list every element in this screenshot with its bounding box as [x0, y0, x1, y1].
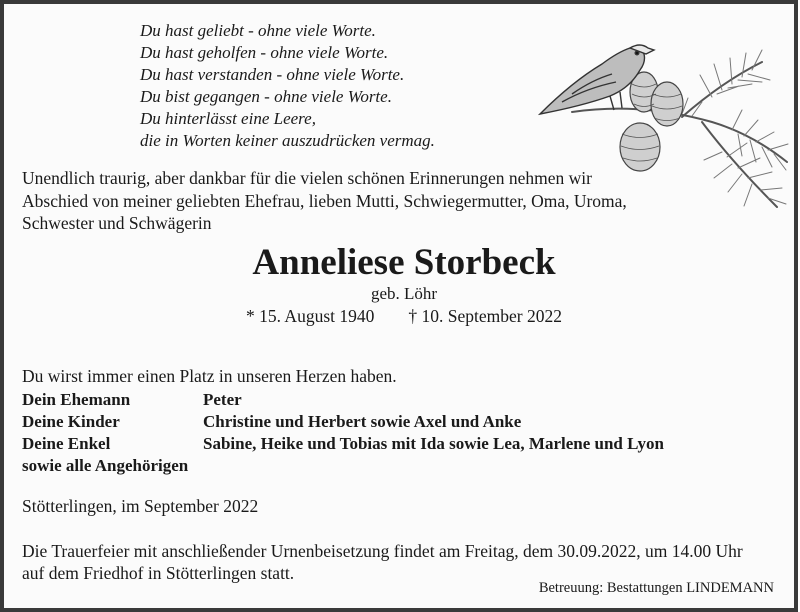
poem-line: Du hast geliebt - ohne viele Worte. — [140, 21, 376, 40]
mourner-names: Peter — [203, 390, 242, 409]
poem-line: Du hinterlässt eine Leere, — [140, 109, 316, 128]
mourner-relation: Deine Enkel — [22, 434, 111, 453]
poem-line: Du bist gegangen - ohne viele Worte. — [140, 87, 392, 106]
death-date: † 10. September 2022 — [408, 306, 562, 326]
birth-name: geb. Löhr — [370, 284, 438, 303]
intro-line: Schwester und Schwägerin — [22, 213, 212, 233]
mourner-row — [22, 433, 792, 455]
poem-line: Du hast verstanden - ohne viele Worte. — [140, 65, 405, 84]
intro-line: Unendlich traurig, aber dankbar für die vielen schönen Erinnerungen nehmen wir — [22, 168, 592, 188]
poem-line: die in Worten keiner auszudrücken vermag. — [140, 131, 435, 150]
memorial-quote: Du wirst immer einen Platz in unseren Herzen haben. — [22, 366, 397, 386]
deceased-name: Anneliese Storbeck — [252, 242, 556, 283]
memorial-poem — [140, 20, 435, 152]
funeral-service-info — [22, 540, 792, 584]
mourner-row — [22, 411, 792, 433]
mourner-relation: Deine Kinder — [22, 412, 120, 431]
mourner-row — [22, 389, 792, 411]
mourner-names: Sabine, Heike und Tobias mit Ida sowie Lea, Marlene und Lyon — [203, 434, 664, 453]
intro-line: Abschied von meiner geliebten Ehefrau, lieben Mutti, Schwiegermutter, Oma, Uroma, — [22, 190, 627, 211]
mourner-relation: sowie alle Angehörigen — [22, 456, 189, 475]
service-line: Die Trauerfeier mit anschließender Urnenbeisetzung findet am Freitag, dem 30.09.2022, um 14.00 Uhr — [22, 541, 743, 561]
life-dates — [4, 305, 800, 327]
mourners-list — [22, 389, 792, 477]
mourner-relation: Dein Ehemann — [22, 390, 131, 409]
service-line: auf dem Friedhof in Stötterlingen statt. — [22, 563, 295, 583]
place-date: Stötterlingen, im September 2022 — [22, 496, 259, 516]
intro-text — [22, 167, 682, 235]
mourner-row — [22, 455, 792, 477]
birth-date: * 15. August 1940 — [246, 306, 375, 326]
poem-line: Du hast geholfen - ohne viele Worte. — [140, 43, 389, 62]
mourner-names: Christine und Herbert sowie Axel und Anke — [203, 412, 522, 431]
undertaker-credit: Betreuung: Bestattungen LINDEMANN — [538, 580, 774, 596]
